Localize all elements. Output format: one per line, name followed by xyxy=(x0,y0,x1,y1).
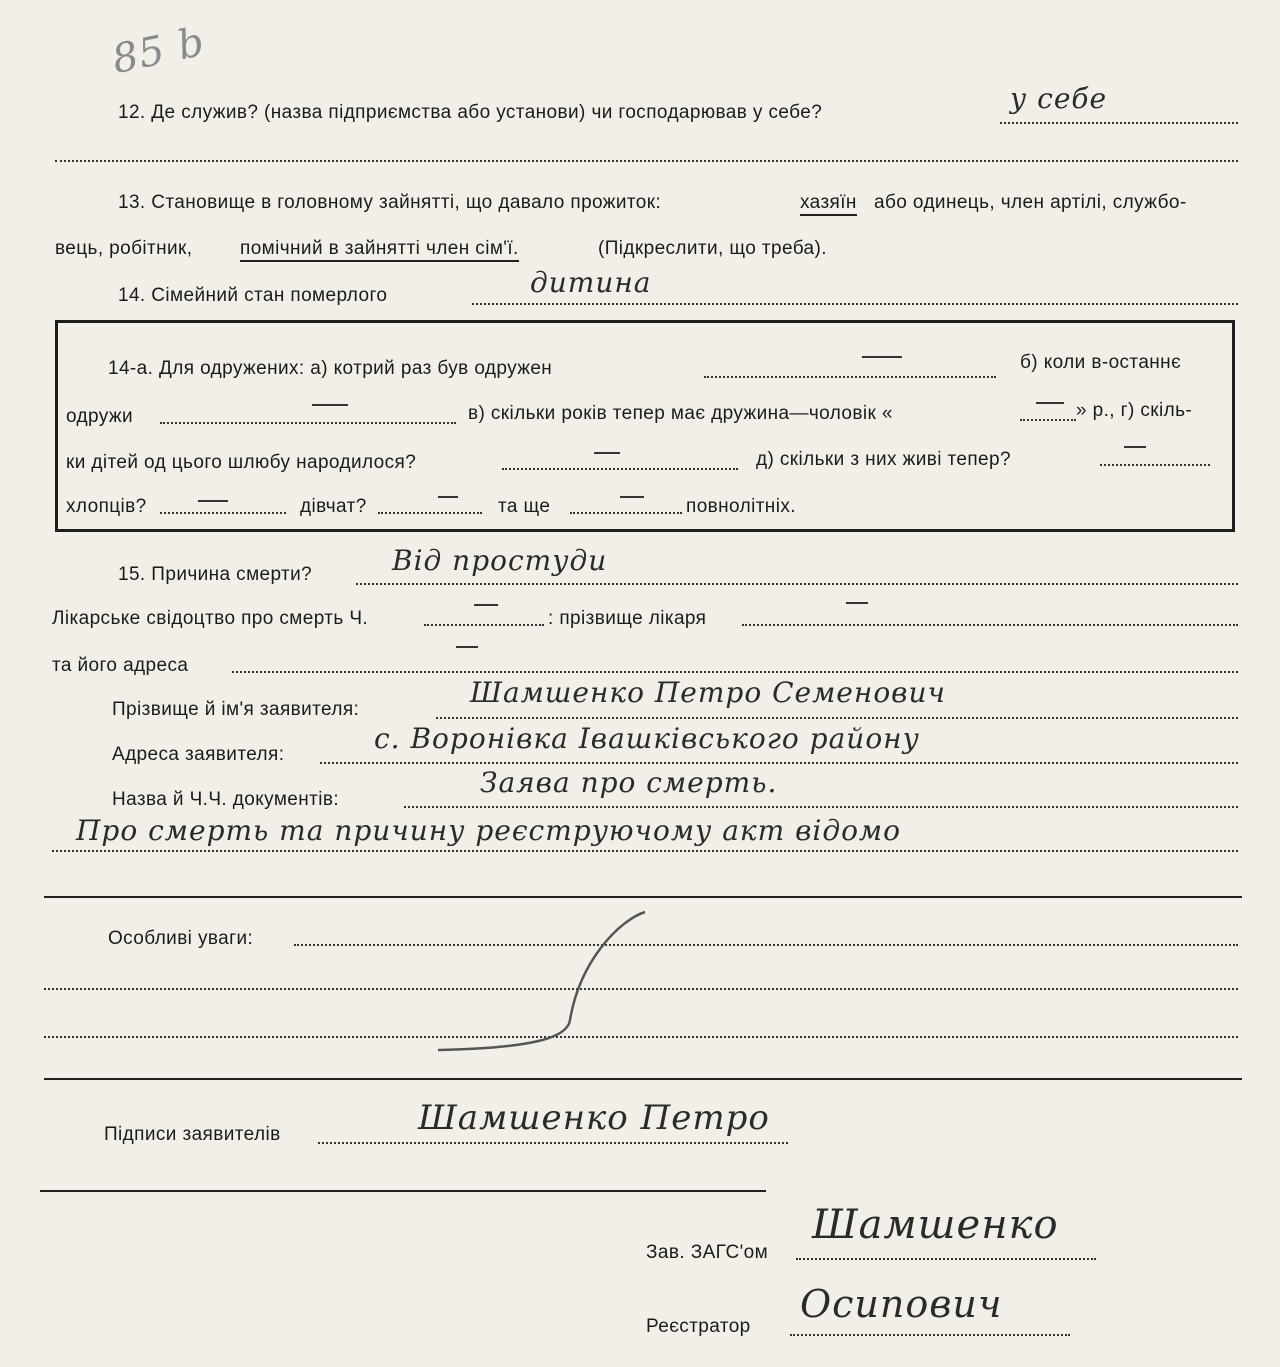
q14a-line4-d: повнолітніх. xyxy=(686,496,796,517)
q12-answer: у себе xyxy=(1010,82,1108,115)
q14a-line1-b: б) коли в-останнє xyxy=(1020,352,1182,373)
head-label: Зав. ЗАГС'ом xyxy=(646,1242,769,1263)
q14a-dash-8 xyxy=(620,496,644,498)
documents-line-2 xyxy=(52,850,1238,852)
documents-label: Назва й Ч.Ч. документів: xyxy=(112,789,340,810)
q14a-girls-field xyxy=(378,512,482,514)
q12-label: 12. Де служив? (назва підприємства або установи) чи господарював у себе? xyxy=(118,102,823,123)
certificate-label: Лікарське свідоцтво про смерть Ч. xyxy=(52,608,369,629)
doctor-label: : прізвище лікаря xyxy=(548,608,707,629)
q13-option-pomichnyi: помічний в зайнятті член сім'ї. xyxy=(240,238,519,262)
q14a-dash-7 xyxy=(438,496,458,498)
q14a-dash-2 xyxy=(312,404,348,406)
q14a-line1-a: 14-а. Для одружених: а) котрий раз був одружен xyxy=(108,358,553,379)
head-signature: Шамшенко xyxy=(812,1202,1059,1248)
q14a-dash-3 xyxy=(1036,402,1064,404)
applicant-name-line xyxy=(436,717,1238,719)
applicants-signature-label: Підписи заявителів xyxy=(104,1124,281,1145)
q14a-dash-1 xyxy=(862,356,902,358)
q14a-line4-a: хлопців? xyxy=(66,496,147,517)
q14a-dash-5 xyxy=(1124,446,1146,448)
signature-divider xyxy=(40,1190,766,1192)
certificate-field xyxy=(424,624,544,626)
q13-line1-label: 13. Становище в головному зайнятті, що давало прожиток: xyxy=(118,192,662,213)
remarks-label: Особливі уваги: xyxy=(108,928,254,949)
q15-answer: Від простуди xyxy=(392,544,608,577)
archive-mark: 85 b xyxy=(108,18,209,84)
q14a-line4-c: та ще xyxy=(498,496,551,517)
documents-value: Заява про смерть. xyxy=(480,766,778,799)
q13-line1-rest: або одинець, член артілі, службо- xyxy=(874,192,1187,213)
q14a-line2-a: одружи xyxy=(66,406,134,427)
q15-answer-line xyxy=(356,583,1238,585)
registrar-signature: Осипович xyxy=(800,1282,1003,1326)
applicants-signature-value: Шамшенко Петро xyxy=(418,1098,770,1138)
certificate-dash xyxy=(474,604,498,606)
q14a-boys-field xyxy=(160,512,286,514)
applicant-name-label: Прізвище й ім'я заявителя: xyxy=(112,699,360,720)
registrar-signature-line xyxy=(790,1334,1070,1336)
applicants-signature-line xyxy=(318,1142,788,1144)
applicant-address-line xyxy=(320,762,1238,764)
address-dash xyxy=(456,646,478,648)
documents-value-2: Про смерть та причину реєструючому акт відомо xyxy=(76,814,902,847)
doctor-dash xyxy=(846,602,868,604)
q14a-dash-6 xyxy=(198,500,228,502)
q14-label: 14. Сімейний стан померлого xyxy=(118,285,388,306)
remarks-strike-stroke xyxy=(420,900,660,1060)
section-divider-1 xyxy=(44,896,1242,898)
q14a-line2-field-2 xyxy=(1020,419,1076,421)
q14a-line2-c: » р., г) скіль- xyxy=(1076,400,1193,421)
q14a-line3-field-2 xyxy=(1100,464,1210,466)
applicant-address-label: Адреса заявителя: xyxy=(112,744,285,765)
q13-line2-start: вець, робітник, xyxy=(55,238,193,259)
q15-label: 15. Причина смерти? xyxy=(118,564,313,585)
q12-continuation-line xyxy=(55,160,1238,162)
q13-line2-rest: (Підкреслити, що треба). xyxy=(598,238,827,259)
applicant-address-value: с. Воронівка Івашківського району xyxy=(374,722,920,755)
head-signature-line xyxy=(796,1258,1096,1260)
q13-option-khaziain: хазяїн xyxy=(800,192,857,216)
q14-answer: дитина xyxy=(530,266,652,299)
doctor-field xyxy=(742,624,1238,626)
q14a-line2-field-1 xyxy=(160,422,456,424)
q14a-line3-b: д) скільки з них живі тепер? xyxy=(756,449,1011,470)
applicant-name-value: Шамшенко Петро Семенович xyxy=(470,676,946,709)
address-field xyxy=(232,671,1238,673)
section-divider-2 xyxy=(44,1078,1242,1080)
registrar-label: Реєстратор xyxy=(646,1316,751,1337)
q14-answer-line xyxy=(472,303,1238,305)
q14a-line1-field xyxy=(704,376,996,378)
q14a-line3-a: ки дітей од цього шлюбу народилося? xyxy=(66,452,417,473)
q14a-line2-b: в) скільки років тепер має дружина—чоловік « xyxy=(468,403,893,424)
address-label: та його адреса xyxy=(52,655,189,676)
q12-answer-line xyxy=(1000,122,1238,124)
q14a-line3-field-1 xyxy=(502,468,738,470)
q14a-adults-field xyxy=(570,512,682,514)
q14a-line4-b: дівчат? xyxy=(300,496,367,517)
documents-line xyxy=(404,806,1238,808)
q14a-dash-4 xyxy=(594,452,620,454)
